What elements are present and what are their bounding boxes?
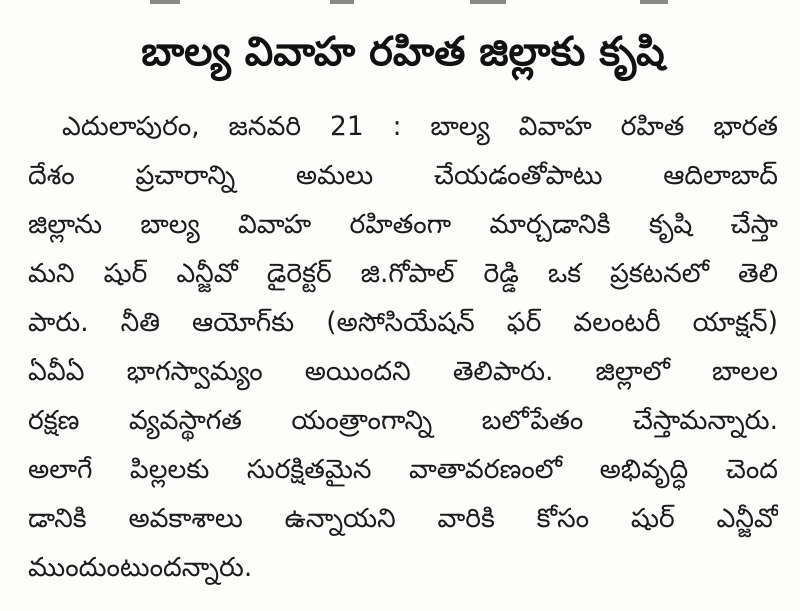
article-line: ముందుంటుందన్నారు.	[28, 552, 253, 583]
article-line: అలాగే పిల్లలకు సురక్షితమైన వాతావరణంలో అభివృద్ధి చెంద	[28, 454, 778, 485]
cropped-previous-text	[0, 0, 800, 6]
article-body	[28, 102, 778, 592]
article-line: డానికి అవకాశాలు ఉన్నాయని వారికి కోసం షుర్ ఎన్జీవో	[28, 503, 778, 534]
article-line: జిల్లాను బాల్య వివాహ రహితంగా మార్చడానికి కృషి చేస్తా	[28, 209, 778, 240]
article-line: రక్షణ వ్యవస్థాగత యంత్రాంగాన్ని బలోపేతం చేస్తామన్నారు.	[28, 405, 778, 436]
article-line: దేశం ప్రచారాన్ని అమలు చేయడంతోపాటు ఆదిలాబాద్	[28, 160, 778, 191]
article-headline: బాల్య వివాహ రహిత జిల్లాకు కృషి	[141, 29, 665, 75]
article-line: పారు. నీతి ఆయోగ్‌కు (అసోసియేషన్ ఫర్ వలంటరీ యాక్షన్)	[28, 307, 778, 338]
article-line: ఏవీఏ భాగస్వామ్యం అయిందని తెలిపారు. జిల్లాలో బాలల	[28, 356, 778, 387]
article-line: మని షుర్ ఎన్జీవో డైరెక్టర్ జి.గోపాల్ రెడ్డి ఒక ప్రకటనలో తెలి	[28, 258, 778, 289]
article-line: ఎదులాపురం, జనవరి 21 : బాల్య వివాహ రహిత భారత	[62, 111, 778, 142]
